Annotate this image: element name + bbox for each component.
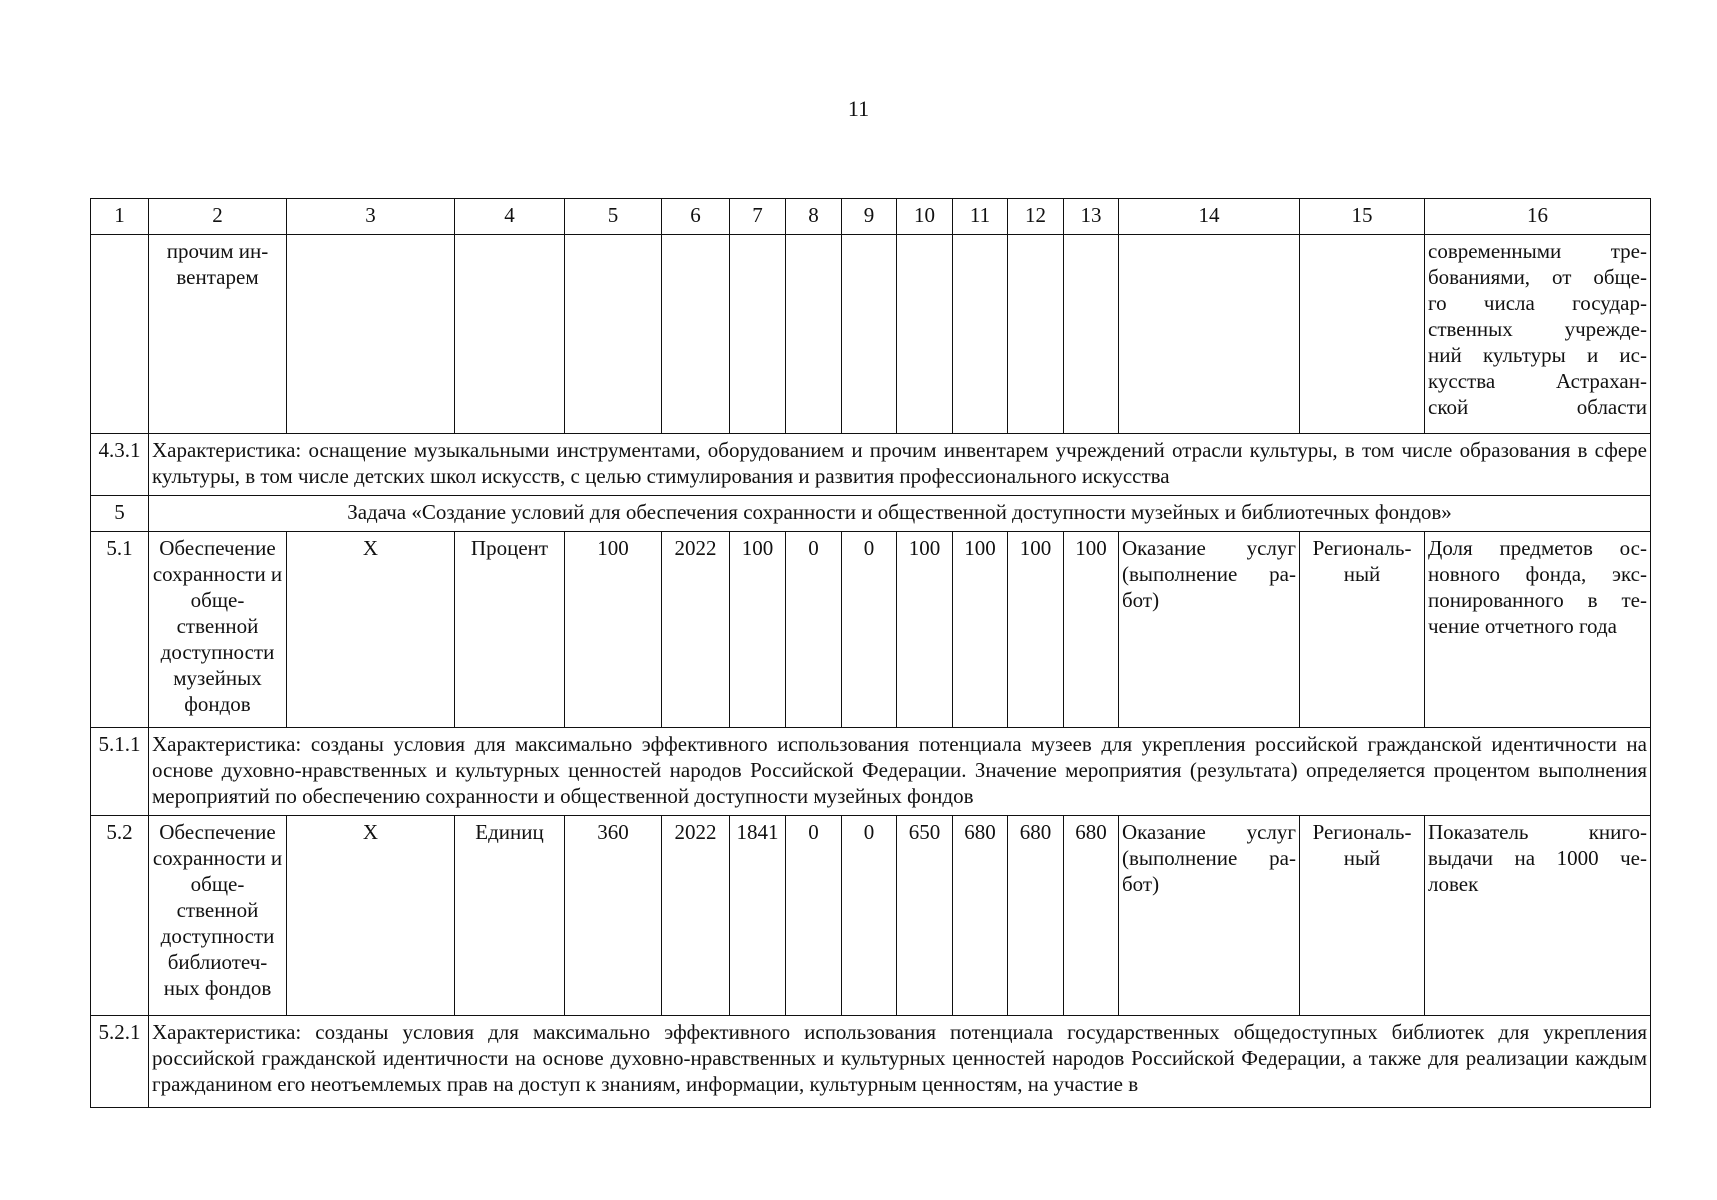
value-col13: 100 [1064,532,1119,728]
header-cell: 4 [455,199,565,235]
cell-description-continued: современными тре- бованиями, от обще- го числа государ- ственных учрежде- ний культуры и ис- кусства Астрахан- ской области [1425,235,1651,434]
header-cell: 12 [1008,199,1064,235]
indicator-link: Доля предметов ос-новного фонда, экс-понированного в те-чение отчетного года [1425,532,1651,728]
value-col9: 0 [842,816,897,1016]
value-col9: 0 [842,532,897,728]
base-value: 100 [565,532,662,728]
cell-col3: X [287,532,455,728]
value-col12: 100 [1008,532,1064,728]
characteristic-text: Характеристика: созданы условия для максимально эффективного использования потенциала музеев для укрепления российской гражданской идентичности на основе духовно-нравственных и культурных ценностей народов Российской Федерации. Значение мероприятия (результата) определяется процентом выполнения мероприятий по обеспечению сохранности и общественной доступности музейных фондов [149,728,1651,816]
header-cell: 7 [730,199,786,235]
value-col10: 650 [897,816,953,1016]
activity-type: Оказание услуг (выполнение ра-бот) [1119,816,1300,1016]
header-row [91,199,1651,235]
table-row-task-5 [91,496,1651,532]
level-cell: Региональ-ный [1300,532,1425,728]
unit-cell: Процент [455,532,565,728]
unit-cell: Единиц [455,816,565,1016]
measure-name: Обеспечение сохранности и обще-ственной доступности библиотеч-ных фондов [149,816,287,1016]
header-cell: 10 [897,199,953,235]
value-col7: 100 [730,532,786,728]
base-year: 2022 [662,816,730,1016]
characteristic-text: Характеристика: созданы условия для максимально эффективного использования потенциала государственных общедоступных библиотек для укрепления российской гражданской идентичности на основе духовно-нравственных и культурных ценностей народов Российской Федерации, а также для реализации каждым гражданином его неотъемлемых прав на доступ к знаниям, информации, культурным ценностям, на участие в [149,1016,1651,1108]
indicators-table [90,198,1651,1108]
value-col10: 100 [897,532,953,728]
header-cell: 16 [1425,199,1651,235]
header-cell: 9 [842,199,897,235]
table-row-continuation [91,235,1651,434]
header-cell: 2 [149,199,287,235]
row-number: 4.3.1 [91,434,149,496]
indicator-link: Показатель книго-выдачи на 1000 че-ловек [1425,816,1651,1016]
row-number: 5 [91,496,149,532]
table-row-5-2 [91,816,1651,1016]
value-col11: 680 [953,816,1008,1016]
value-col13: 680 [1064,816,1119,1016]
value-col12: 680 [1008,816,1064,1016]
base-year: 2022 [662,532,730,728]
measure-name: Обеспечение сохранности и обще-ственной доступности музейных фондов [149,532,287,728]
header-cell: 13 [1064,199,1119,235]
table-row-5-2-1 [91,1016,1651,1108]
base-value: 360 [565,816,662,1016]
task-title: Задача «Создание условий для обеспечения сохранности и общественной доступности музейных и библиотечных фондов» [149,496,1651,532]
row-number: 5.2 [91,816,149,1016]
header-cell: 6 [662,199,730,235]
header-cell: 8 [786,199,842,235]
header-cell: 3 [287,199,455,235]
header-cell: 14 [1119,199,1300,235]
page-number: 11 [847,96,870,121]
value-col7: 1841 [730,816,786,1016]
value-col8: 0 [786,532,842,728]
row-number: 5.1.1 [91,728,149,816]
table-row-5-1-1 [91,728,1651,816]
activity-type: Оказание услуг (выполнение ра-бот) [1119,532,1300,728]
value-col8: 0 [786,816,842,1016]
table-row-4-3-1 [91,434,1651,496]
value-col11: 100 [953,532,1008,728]
header-cell: 5 [565,199,662,235]
header-cell: 11 [953,199,1008,235]
cell-name-continued: прочим ин- вентарем [149,235,287,434]
table-row-5-1 [91,532,1651,728]
cell-col3: X [287,816,455,1016]
header-cell: 15 [1300,199,1425,235]
row-number: 5.2.1 [91,1016,149,1108]
row-number: 5.1 [91,532,149,728]
header-cell: 1 [91,199,149,235]
characteristic-text: Характеристика: оснащение музыкальными инструментами, оборудованием и прочим инвентарем учреждений отрасли культуры, в том числе образования в сфере культуры, в том числе детских школ искусств, с целью стимулирования и развития профессионального искусства [149,434,1651,496]
level-cell: Региональ-ный [1300,816,1425,1016]
